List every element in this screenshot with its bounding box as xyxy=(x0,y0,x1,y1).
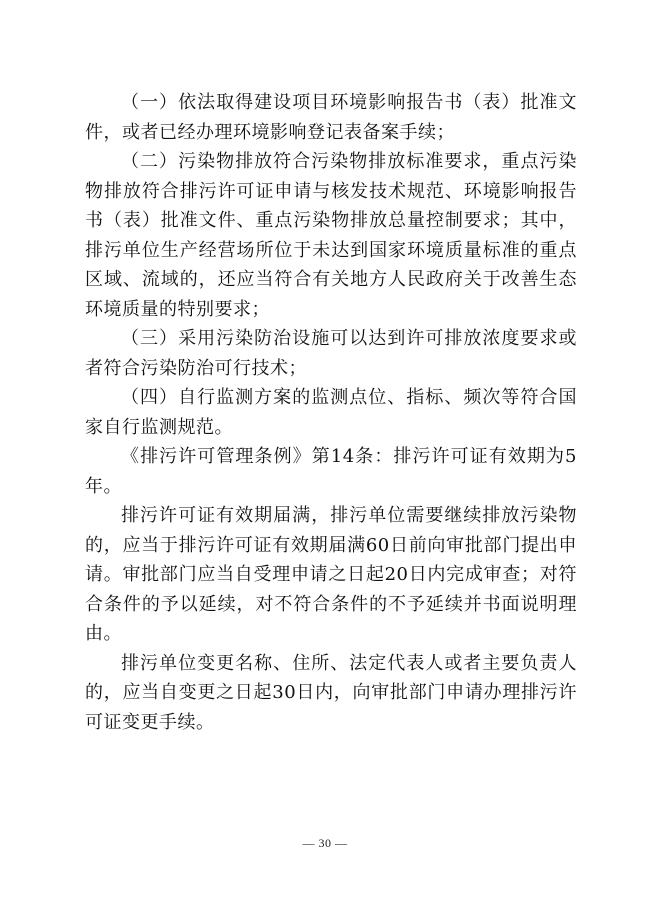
paragraph-item-1: （一）依法取得建设项目环境影响报告书（表）批准文件，或者已经办理环境影响登记表备案手续； xyxy=(85,92,577,143)
change-paragraph: 排污单位变更名称、住所、法定代表人或者主要负责人的，应当自变更之日起30日内，向审批部门申请办理排污许可证变更手续。 xyxy=(85,652,577,733)
document-body xyxy=(85,88,577,737)
renewal-paragraph: 排污许可证有效期届满，排污单位需要继续排放污染物的，应当于排污许可证有效期届满60日前向审批部门提出申请。审批部门应当自受理申请之日起20日内完成审查；对符合条件的予以延续，对不符合条件的不予延续并书面说明理由。 xyxy=(85,505,577,644)
paragraph-item-2: （二）污染物排放符合污染物排放标准要求，重点污染物排放符合排污许可证申请与核发技术规范、环境影响报告书（表）批准文件、重点污染物排放总量控制要求；其中，排污单位生产经营场所位于未达到国家环境质量标准的重点区域、流域的，还应当符合有关地方人民政府关于改善生态环境质量的特别要求； xyxy=(85,151,577,320)
page-number: — 30 — xyxy=(302,836,348,850)
paragraph-item-3: （三）采用污染防治设施可以达到许可排放浓度要求或者符合污染防治可行技术； xyxy=(85,328,577,379)
regulation-article-paragraph: 《排污许可管理条例》第14条：排污许可证有效期为5年。 xyxy=(85,446,577,497)
paragraph-item-4: （四）自行监测方案的监测点位、指标、频次等符合国家自行监测规范。 xyxy=(85,387,577,438)
